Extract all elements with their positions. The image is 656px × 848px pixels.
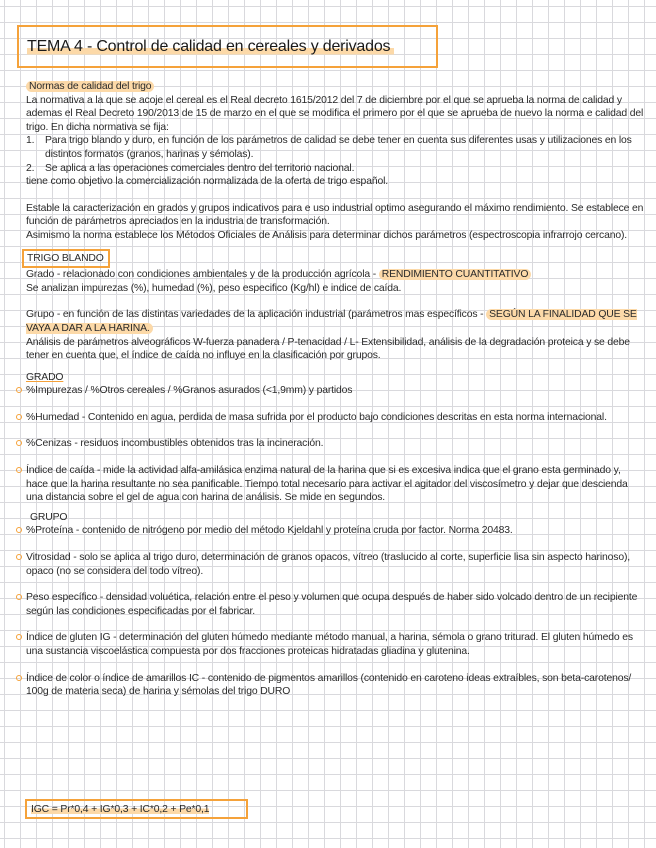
page-title: TEMA 4 - Control de calidad en cereales y derivados bbox=[27, 38, 394, 56]
formula-box bbox=[25, 799, 248, 819]
formula-text: IGC = Pr*0,4 + IG*0,3 + IC*0,2 + Pe*0,1 bbox=[31, 803, 210, 815]
bullet-icon bbox=[16, 414, 22, 420]
analysis-line: Se analizan impurezas (%), humedad (%), peso especifico (Kg/hl) e indice de caída. bbox=[26, 282, 402, 294]
trigo-blando-heading: TRIGO BLANDO bbox=[26, 249, 644, 269]
normas-para2: Estable la caracterización en grados y grupos indicativos para e uso industrial optimo asegurando el máximo rendimiento. Se establece en función de parámetros apreciados en la industria de transformación. bbox=[26, 202, 644, 228]
normas-item: 2. Se aplica a las operaciones comerciales dentro del territorio nacional. bbox=[26, 162, 355, 174]
title-box bbox=[17, 25, 438, 68]
grupo-line: Grupo - en función de las distintas variedades de la aplicación industrial (parámetros mas específicos - SEGÚN LA FINALIDAD QUE SE VAYA A DAR A LA HARINA. bbox=[26, 309, 637, 334]
alveo-line: Análisis de parámetros alveográficos W-fuerza panadera / P-tenacidad / L- Extensibilidad, análisis de la degradación proteica y se debe tener en cuenta que, el índice de caída no influye en la clasificación por grupos. bbox=[26, 336, 630, 362]
document-body bbox=[26, 80, 644, 699]
normas-intro: La normativa a la que se acoje el cereal es el Real decreto 1615/2012 del 7 de diciembre por el que se aprueba la norma de calidad y ademas el Real Decreto 190/2013 de 15 de marzo en el que se modifica el primero por el que se aprueba de nuevo la norma e calidad del trigo. En dicha normativa se fija: bbox=[26, 94, 644, 133]
grupo-bullet: Vitrosidad - solo se aplica al trigo duro, determinación de granos opacos, vítreo (traslucido al corte, superficie lisa sin aspecto harinoso), opaco (no se considera del todo vítreo). bbox=[26, 551, 644, 578]
grupo-bullet: %Proteína - contenido de nitrógeno por medio del método Kjeldahl y proteína cruda por factor. Norma 20483. bbox=[26, 524, 644, 538]
bullet-icon bbox=[16, 634, 22, 640]
bullet-icon bbox=[16, 527, 22, 533]
grupo-bullet: Índice de gluten IG - determinación del gluten húmedo mediante método manual, a harina, sémola o grano triturad. El gluten húmedo es una sustancia viscoelástica compuesta por dos fracciones proteicas hidratadas gliadina y glutenina. bbox=[26, 631, 644, 658]
grado-bullet: Índice de caída - mide la actividad alfa-amilásica enzima natural de la harina que si es excesiva indica que el grano esta germinado y, hace que la harina resultante no sea panificable. Tiempo total necesario para activar el agitador del viscosímetro y dejar que descienda una distancia sobre el gel de agua con harina de análisis. Se mide en segundos. bbox=[26, 464, 644, 505]
grado-bullet: %Humedad - Contenido en agua, perdida de masa sufrida por el producto bajo condiciones descritas en esta norma internacional. bbox=[26, 411, 644, 425]
grupo-heading: GRUPO bbox=[30, 511, 68, 523]
bullet-icon bbox=[16, 440, 22, 446]
grado-line: Grado - relacionado con condiciones ambientales y de la producción agrícola - RENDIMIENTO CUANTITATIVO bbox=[26, 268, 644, 282]
grado-heading: GRADO bbox=[26, 371, 64, 383]
normas-item: 1. Para trigo blando y duro, en función de los parámetros de calidad se debe tener en cuenta sus diferentes usas y utilizaciones en los distintos formatos (granos, harinas y sémolas). bbox=[26, 135, 632, 160]
bullet-icon bbox=[16, 554, 22, 560]
normas-heading: Normas de calidad del trigo bbox=[26, 80, 644, 94]
bullet-icon bbox=[16, 594, 22, 600]
bullet-icon bbox=[16, 467, 22, 473]
bullet-icon bbox=[16, 387, 22, 393]
grupo-bullet: Índice de color o índice de amarillos IC - contenido de pigmentos amarillos (contenido en caroteno ideas extraíbles, son beta-carotenos/ 100g de materia seca) de harina y sémolas del trigo DURO bbox=[26, 672, 644, 699]
normas-para3: Asimismo la norma establece los Métodos Oficiales de Análisis para determinar dichos parámetros (espectroscopia infrarrojo cercano). bbox=[26, 229, 628, 241]
grado-bullet: %Cenizas - residuos incombustibles obtenidos tras la incineración. bbox=[26, 437, 644, 451]
grupo-bullet: Peso específico - densidad voluética, relación entre el peso y volumen que ocupa después de haber sido volcado dentro de un recipiente según las condiciones especificadas por el fabricar. bbox=[26, 591, 644, 618]
bullet-icon bbox=[16, 675, 22, 681]
normas-objective: tiene como objetivo la comercialización normalizada de la oferta de trigo español. bbox=[26, 176, 388, 188]
grado-bullet: %Impurezas / %Otros cereales / %Granos asurados (<1,9mm) y partidos bbox=[26, 384, 644, 398]
